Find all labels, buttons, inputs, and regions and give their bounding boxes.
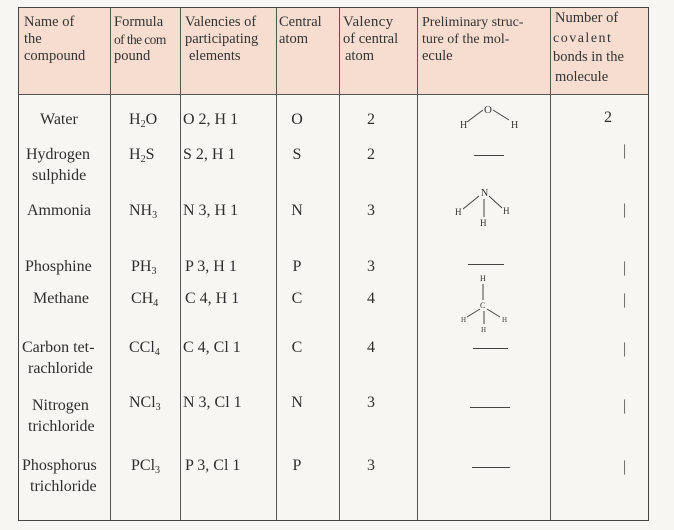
structure-blank — [470, 407, 510, 408]
header-covalent-bonds: Number of c o v a l e n t bonds in the molecule — [553, 10, 624, 85]
cell-central-phosphine: P — [292, 258, 302, 275]
header-name: Name of the compound — [24, 14, 86, 64]
cell-valency-ammonia: 3 — [367, 202, 375, 219]
methane-atom-center: C — [480, 301, 486, 310]
ammonia-atom-center: N — [481, 188, 489, 199]
cell-bonds-ammonia: — — [617, 203, 633, 218]
cell-valency-water: 2 — [367, 111, 375, 128]
cell-bonds-carbon-tetrachloride: — — [617, 342, 633, 357]
cell-bonds-phosphine: — — [617, 261, 633, 276]
header-divider — [19, 94, 648, 95]
ammonia-structure-diagram — [452, 184, 512, 230]
cell-name-phosphorus-trichloride: Phosphorus trichloride — [22, 457, 97, 495]
cell-formula-ammonia: $NH_3$ — [129, 202, 158, 221]
cell-name-water: Water — [40, 111, 78, 128]
methane-bond-left — [467, 309, 480, 317]
cell-valencies-hydrogen-sulphide: S 2, H 1 — [183, 146, 236, 163]
cell-bonds-hydrogen-sulphide: — — [617, 144, 633, 159]
cell-bonds-methane: — — [617, 293, 633, 308]
cell-central-phosphorus-trichloride: P — [292, 457, 302, 474]
cell-central-hydrogen-sulphide: S — [292, 146, 302, 163]
structure-blank — [468, 264, 504, 265]
header-preliminary-structure: Preliminary struc- ture of the mol- ecule — [422, 15, 524, 64]
cell-bonds-water: 2 — [604, 109, 612, 126]
methane-atom-bottom: H — [481, 326, 487, 334]
cell-formula-nitrogen-trichloride: NCl$_3$ — [129, 394, 161, 413]
cell-valency-nitrogen-trichloride: 3 — [367, 394, 375, 411]
water-atom-center: O — [484, 104, 492, 116]
water-bond-right — [493, 110, 509, 120]
cell-valencies-phosphine: P 3, H 1 — [185, 258, 237, 275]
cell-name-ammonia: Ammonia — [27, 202, 91, 219]
cell-central-methane: C — [291, 290, 303, 307]
ammonia-bond-left — [463, 196, 479, 209]
cell-name-phosphine: Phosphine — [25, 258, 92, 275]
structure-blank — [472, 467, 510, 468]
water-structure-diagram — [455, 98, 525, 138]
cell-valency-methane: 4 — [367, 290, 375, 307]
methane-atom-right: H — [502, 316, 508, 324]
ammonia-atom-left: H — [455, 207, 462, 217]
cell-formula-methane: $CH_4$ — [131, 290, 159, 309]
cell-formula-phosphorus-trichloride: PCl$_3$ — [131, 457, 161, 476]
ammonia-atom-bottom: H — [480, 218, 487, 228]
cell-name-nitrogen-trichloride: Nitrogen trichloride — [28, 397, 95, 435]
cell-name-hydrogen-sulphide: Hydrogen sulphide — [26, 146, 90, 184]
cell-valency-phosphorus-trichloride: 3 — [367, 457, 375, 474]
cell-bonds-nitrogen-trichloride: — — [617, 399, 633, 414]
cell-valencies-phosphorus-trichloride: P 3, Cl 1 — [185, 457, 241, 474]
cell-formula-carbon-tetrachloride: CCl$_4$ — [129, 339, 160, 358]
water-bond-left — [467, 110, 483, 122]
structure-blank — [473, 348, 508, 349]
column-divider — [180, 8, 181, 520]
cell-valencies-ammonia: N 3, H 1 — [183, 202, 239, 219]
header-central-atom: Central atom — [279, 14, 322, 47]
water-atom-right: H — [511, 120, 519, 131]
cell-name-carbon-tetrachloride: Carbon tet- rachloride — [22, 339, 95, 377]
column-divider — [110, 8, 111, 520]
structure-blank — [474, 155, 504, 156]
ammonia-bond-right — [489, 196, 502, 208]
ammonia-atom-right: H — [503, 206, 510, 216]
cell-central-water: O — [291, 111, 303, 128]
methane-atom-top: H — [480, 274, 486, 283]
cell-valencies-carbon-tetrachloride: C 4, Cl 1 — [183, 339, 241, 356]
methane-bond-right — [487, 309, 500, 317]
cell-valencies-methane: C 4, H 1 — [185, 290, 240, 307]
header-valencies: Valencies of participating elements — [185, 14, 259, 64]
cell-central-ammonia: N — [291, 202, 303, 219]
column-divider — [417, 8, 418, 520]
water-atom-left: H — [460, 120, 468, 131]
header-valency-central: Valency of central atom — [343, 14, 399, 64]
methane-structure-diagram — [456, 270, 516, 334]
cell-valency-carbon-tetrachloride: 4 — [367, 339, 375, 356]
cell-valency-phosphine: 3 — [367, 258, 375, 275]
header-formula: Formula of the com pound — [114, 14, 166, 64]
column-divider — [550, 8, 551, 520]
cell-name-methane: Methane — [33, 290, 89, 307]
cell-formula-water: $H_2O$ — [129, 111, 158, 130]
cell-bonds-phosphorus-trichloride: — — [617, 460, 633, 475]
cell-valencies-nitrogen-trichloride: N 3, Cl 1 — [183, 394, 242, 411]
cell-valency-hydrogen-sulphide: 2 — [367, 146, 375, 163]
cell-valencies-water: O 2, H 1 — [183, 111, 239, 128]
cell-formula-phosphine: $PH_3$ — [131, 258, 157, 277]
cell-central-carbon-tetrachloride: C — [291, 339, 303, 356]
cell-central-nitrogen-trichloride: N — [291, 394, 303, 411]
methane-atom-left: H — [461, 316, 467, 324]
cell-formula-hydrogen-sulphide: $H_2S$ — [129, 146, 155, 165]
